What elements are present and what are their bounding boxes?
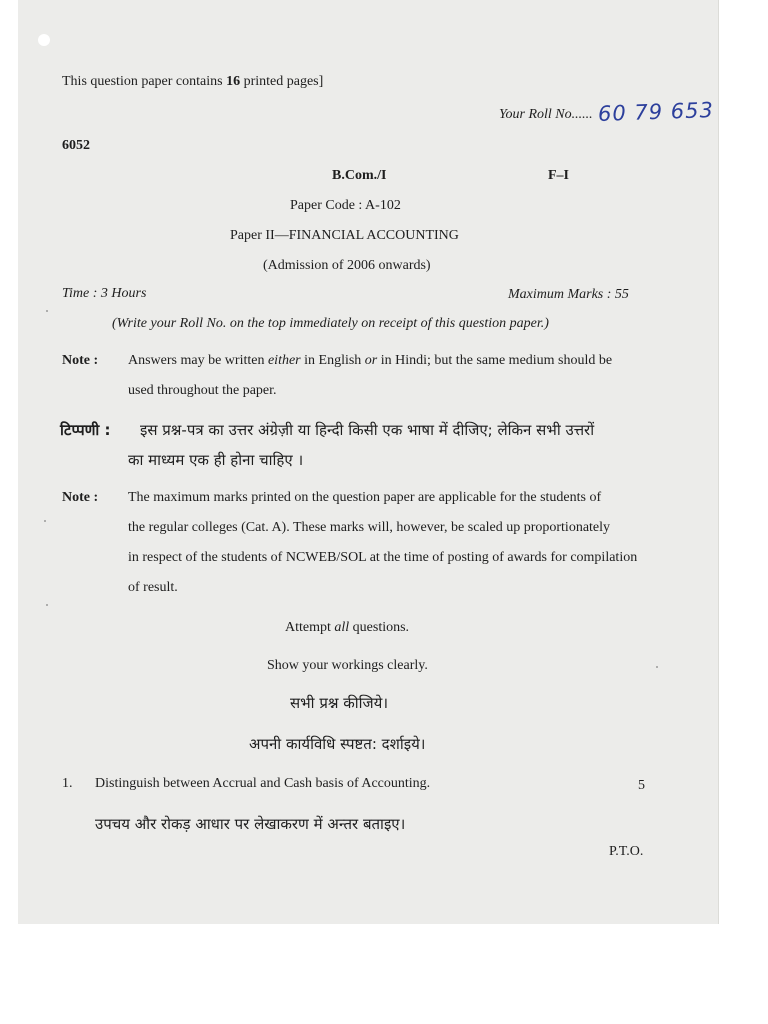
roll-number-handwritten: 60 79 653 — [597, 97, 715, 127]
admission-info: (Admission of 2006 onwards) — [263, 258, 431, 273]
paper-speck — [656, 666, 658, 668]
series-code: F–I — [548, 168, 569, 183]
course-name: B.Com./I — [332, 168, 387, 183]
question-hindi-text: उपचय और रोकड़ आधार पर लेखाकरण में अन्तर बताइए। — [95, 815, 406, 833]
note-marks-text: The maximum marks printed on the question paper are applicable for the students of the regular colleges (Cat. A). These marks will, however, be scaled up proportionately in respect of the students of NCWEB/SOL at the time of posting of awards for compilation of result. — [128, 490, 638, 595]
pto-marker: P.T.O. — [609, 844, 644, 859]
paper-speck — [46, 310, 48, 312]
hindi-workings-instruction: अपनी कार्यविधि स्पष्टत: दर्शाइये। — [249, 735, 426, 753]
question-text: Distinguish between Accrual and Cash basis of Accounting. — [95, 776, 431, 791]
attempt-all-instruction: Attempt all questions. — [285, 620, 410, 635]
note-medium-text: Answers may be written either in English or in Hindi; but the same medium should be used throughout the paper. — [128, 353, 613, 398]
paper-number: 6052 — [62, 138, 90, 153]
question-marks: 5 — [638, 778, 645, 793]
hindi-note-line1: इस प्रश्न-पत्र का उत्तर अंग्रेज़ी या हिन्दी किसी एक भाषा में दीजिए; लेकिन सभी उत्तरों — [140, 421, 595, 439]
roll-instruction: (Write your Roll No. on the top immediately on receipt of this question paper.) — [112, 316, 549, 331]
paper-title: Paper II—FINANCIAL ACCOUNTING — [230, 228, 459, 243]
paper-code: Paper Code : A-102 — [290, 198, 401, 213]
show-workings-instruction: Show your workings clearly. — [267, 658, 428, 673]
pages-info: This question paper contains 16 printed pages] — [62, 74, 324, 89]
note-label: Note : — [62, 353, 99, 368]
paper-speck — [46, 604, 48, 606]
hindi-note-line2: का माध्यम एक ही होना चाहिए । — [128, 451, 304, 469]
hindi-note-label: टिप्पणी : — [60, 421, 111, 439]
roll-number-label: Your Roll No...... — [499, 107, 593, 122]
maximum-marks: Maximum Marks : 55 — [508, 287, 629, 302]
note-label: Note : — [62, 490, 99, 505]
hindi-attempt-instruction: सभी प्रश्न कीजिये। — [290, 694, 389, 712]
punch-hole — [38, 34, 50, 46]
paper-speck — [44, 520, 46, 522]
question-number: 1. — [62, 776, 73, 791]
time-allowed: Time : 3 Hours — [62, 286, 147, 301]
